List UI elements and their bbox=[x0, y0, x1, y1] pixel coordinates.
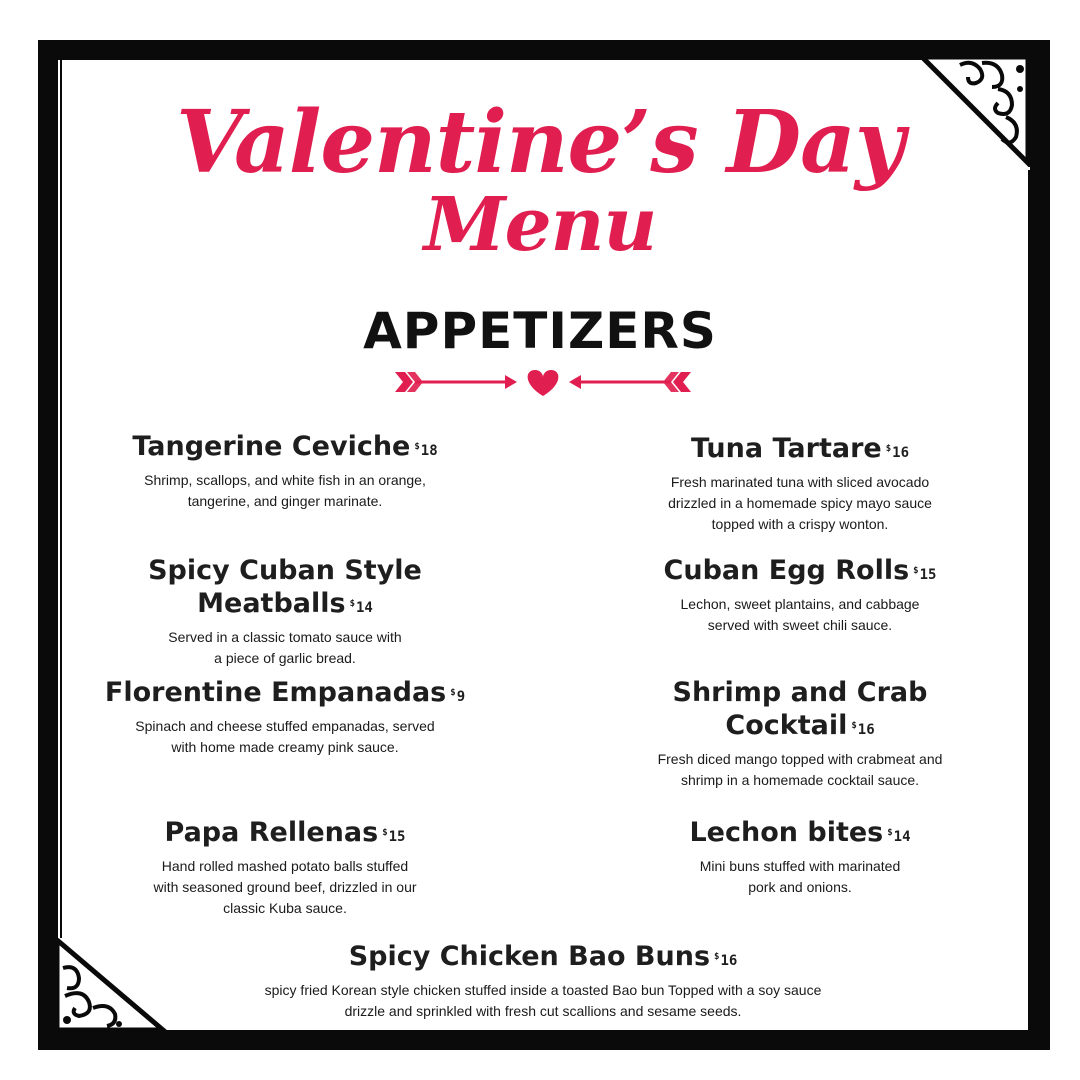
item-name: Tuna Tartare bbox=[690, 433, 882, 464]
item-price: $14 bbox=[349, 599, 373, 616]
menu-item-tangerine-ceviche bbox=[110, 430, 460, 512]
menu-item-spicy-chicken-bao-buns bbox=[200, 940, 886, 1022]
item-name: Lechon bites bbox=[689, 817, 884, 848]
item-name: Shrimp and Crab bbox=[672, 677, 928, 708]
item-description-line: served with sweet chili sauce. bbox=[707, 617, 893, 633]
item-name: Cuban Egg Rolls bbox=[663, 555, 910, 586]
item-name: Cocktail bbox=[725, 710, 848, 741]
arrow-heart-divider-icon bbox=[395, 366, 691, 398]
item-price: $9 bbox=[450, 688, 466, 705]
item-price: $16 bbox=[851, 721, 875, 738]
item-description-line: drizzle and sprinkled with fresh cut scallions and sesame seeds. bbox=[344, 1003, 742, 1019]
item-description-line: a piece of garlic bread. bbox=[214, 650, 356, 666]
inner-frame-bottom-line bbox=[198, 1030, 1030, 1032]
menu-item-lechon-bites bbox=[625, 816, 975, 898]
item-description-line: tangerine, and ginger marinate. bbox=[187, 493, 383, 509]
item-name: Meatballs bbox=[197, 588, 346, 619]
menu-item-tuna-tartare bbox=[625, 432, 975, 535]
item-description-line: Lechon, sweet plantains, and cabbage bbox=[680, 596, 920, 612]
item-price: $16 bbox=[714, 952, 738, 969]
item-name: Tangerine Ceviche bbox=[132, 431, 411, 462]
item-price: $16 bbox=[885, 444, 910, 461]
item-description-line: Mini buns stuffed with marinated bbox=[699, 858, 901, 874]
item-description-line: Hand rolled mashed potato balls stuffed bbox=[161, 858, 409, 874]
item-description-line: spicy fried Korean style chicken stuffed inside a toasted Bao bun Topped with a soy sauce bbox=[264, 982, 822, 998]
item-price: $15 bbox=[382, 828, 406, 845]
menu-title-line1: Valentine’s Day bbox=[176, 92, 904, 193]
menu-item-spicy-cuban-meatballs bbox=[110, 554, 460, 669]
item-description-line: classic Kuba sauce. bbox=[223, 900, 347, 916]
item-description-line: Shrimp, scallops, and white fish in an orange, bbox=[144, 472, 426, 488]
item-description-line: with home made creamy pink sauce. bbox=[171, 739, 399, 755]
item-description-line: topped with a crispy wonton. bbox=[711, 516, 889, 532]
menu-item-cuban-egg-rolls bbox=[625, 554, 975, 636]
item-price: $18 bbox=[414, 442, 438, 459]
menu-item-shrimp-crab-cocktail bbox=[625, 676, 975, 791]
menu-item-papa-rellenas bbox=[110, 816, 460, 919]
item-description-line: Fresh diced mango topped with crabmeat and bbox=[657, 751, 943, 767]
corner-ornament-bottom-left-icon bbox=[55, 938, 167, 1034]
item-description-line: Fresh marinated tuna with sliced avocado bbox=[670, 474, 930, 490]
item-name: Spicy Chicken Bao Buns bbox=[348, 941, 711, 972]
item-description-line: Spinach and cheese stuffed empanadas, served bbox=[135, 718, 435, 734]
inner-frame-right-line bbox=[1028, 170, 1030, 1032]
menu-title-line2: Menu bbox=[423, 182, 657, 268]
item-description-line: shrimp in a homemade cocktail sauce. bbox=[680, 772, 920, 788]
item-name: Florentine Empanadas bbox=[104, 677, 447, 708]
item-name: Spicy Cuban Style bbox=[148, 555, 422, 586]
item-description-line: pork and onions. bbox=[748, 879, 852, 895]
section-heading: APPETIZERS bbox=[363, 302, 717, 360]
inner-frame-top-line bbox=[60, 58, 890, 60]
item-price: $14 bbox=[887, 828, 911, 845]
item-description-line: with seasoned ground beef, drizzled in our bbox=[153, 879, 417, 895]
item-description-line: drizzled in a homemade spicy mayo sauce bbox=[668, 495, 932, 511]
menu-item-florentine-empanadas bbox=[90, 676, 480, 758]
item-price: $15 bbox=[913, 566, 937, 583]
item-description-line: Served in a classic tomato sauce with bbox=[168, 629, 402, 645]
item-name: Papa Rellenas bbox=[164, 817, 379, 848]
